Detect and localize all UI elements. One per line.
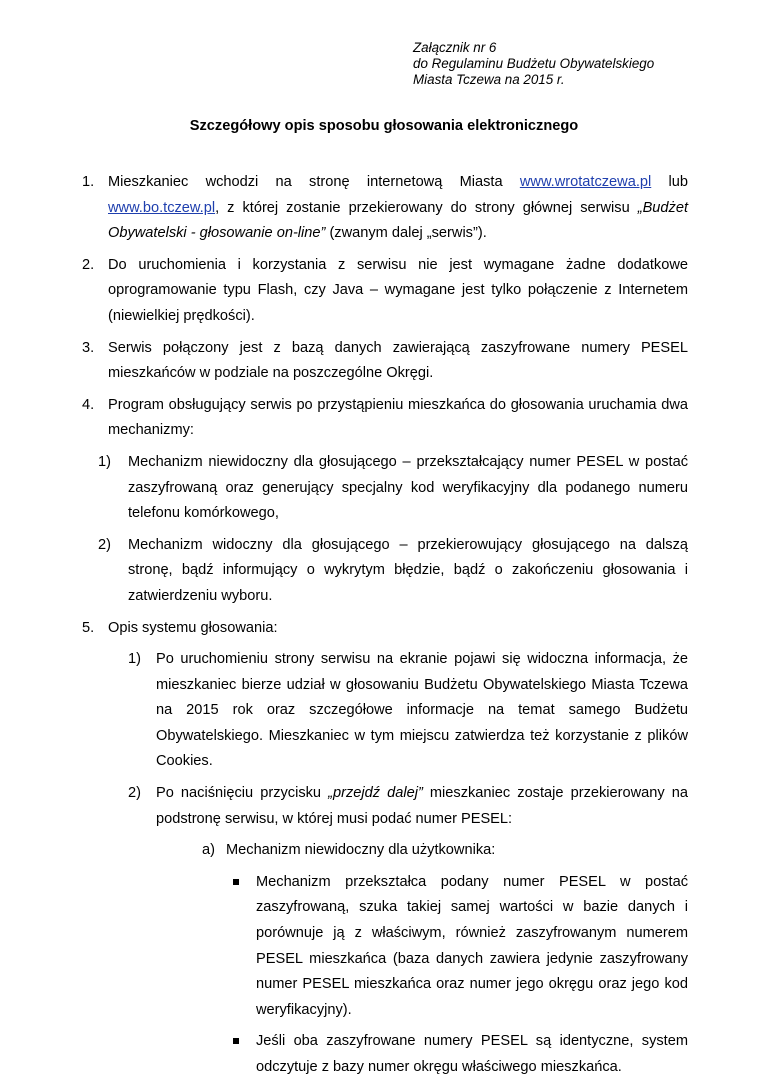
item-text: mieszkaniec zostaje przekierowany na podstronę serwisu, w której musi podać numer PESEL: bbox=[156, 785, 688, 827]
list-item-4-2 bbox=[82, 533, 688, 610]
item-number: 2. bbox=[82, 256, 95, 273]
list-item-4 bbox=[82, 393, 688, 444]
list-item-5 bbox=[82, 616, 688, 642]
item-text: Mechanizm niewidoczny dla głosującego – przekształcający numer PESEL w postać zaszyfrowaną oraz generujący specjalny kod weryfikacyjny dla podanego numeru telefonu komórkowego, bbox=[128, 453, 688, 522]
service-name: „Budżet Obywatelski - głosowanie on-line” bbox=[108, 199, 688, 242]
item-text: Mechanizm przekształca podany numer PESEL w postać zaszyfrowaną, szuka takiej samej wartości w bazie danych i porównuje ją z właściwym, również zaszyfrowanym numerem PESEL mieszkańca (baza danych zawiera jedynie zaszyfrowany numer PESEL mieszkańca oraz numer jego okręgu oraz jego kod weryfikacyjny). bbox=[256, 873, 688, 1018]
list-item-5-1 bbox=[82, 647, 688, 775]
link-wrotatczewa[interactable]: www.wrotatczewa.pl bbox=[519, 174, 652, 190]
list-item-5-2-a bbox=[82, 838, 688, 864]
square-bullet-icon bbox=[233, 879, 239, 885]
bullet-item-1 bbox=[82, 870, 688, 1024]
annex-line-3: Miasta Tczewa na 2015 r. bbox=[413, 72, 565, 87]
item-number: 4. bbox=[82, 396, 95, 413]
bullet-item-2 bbox=[82, 1029, 688, 1080]
square-bullet-icon bbox=[233, 1038, 239, 1044]
item-text: Opis systemu głosowania: bbox=[108, 619, 278, 636]
item-number: 3. bbox=[82, 339, 95, 356]
item-number: 2) bbox=[98, 536, 111, 553]
list-item-3 bbox=[82, 336, 688, 387]
item-number: 1) bbox=[98, 453, 111, 470]
item-text: Jeśli oba zaszyfrowane numery PESEL są identyczne, system odczytuje z bazy numer okręgu właściwego mieszkańca. bbox=[256, 1033, 688, 1075]
item-text: Mieszkaniec wchodzi na stronę internetową Miasta bbox=[108, 174, 520, 190]
item-text: , z której zostanie przekierowany do strony głównej serwisu bbox=[215, 199, 638, 216]
document-title: Szczegółowy opis sposobu głosowania elektronicznego bbox=[189, 118, 579, 134]
annex-line-1: Załącznik nr 6 bbox=[413, 40, 497, 55]
item-text: Do uruchomienia i korzystania z serwisu nie jest wymagane żadne dodatkowe oprogramowanie typu Flash, czy Java – wymagane jest tylko połączenie z Internetem (niewielkiej prędkości). bbox=[108, 256, 688, 324]
item-letter: a) bbox=[202, 842, 215, 859]
item-text: Po uruchomieniu strony serwisu na ekranie pojawi się widoczna informacja, że mieszkaniec bierze udział w głosowaniu Budżetu Obywatelskiego Miasta Tczewa na 2015 rok oraz szczegółowe informacje na temat samego Budżetu Obywatelskiego. Mieszkaniec w tym miejscu zatwierdza też korzystanie z plików Cookies. bbox=[156, 651, 688, 770]
item-number: 5. bbox=[82, 619, 95, 636]
item-text: Mechanizm niewidoczny dla użytkownika: bbox=[226, 842, 496, 859]
item-number: 1) bbox=[128, 651, 141, 668]
item-text: Program obsługujący serwis po przystąpieniu mieszkańca do głosowania uruchamia dwa mechanizmy: bbox=[108, 396, 688, 439]
item-number: 2) bbox=[128, 785, 141, 802]
item-text: lub bbox=[651, 174, 688, 190]
list-item-4-1 bbox=[82, 450, 688, 527]
list-item-2 bbox=[82, 253, 688, 330]
item-number: 1. bbox=[82, 174, 95, 190]
list-item-1 bbox=[82, 170, 688, 247]
item-text: (zwanym dalej „serwis”). bbox=[325, 225, 487, 242]
button-name: „przejdź dalej” bbox=[328, 785, 423, 802]
item-text: Po naciśnięciu przycisku bbox=[156, 785, 329, 802]
document-body bbox=[82, 170, 688, 1081]
annex-line-2: do Regulaminu Budżetu Obywatelskiego bbox=[413, 56, 655, 71]
list-item-5-2 bbox=[82, 781, 688, 832]
item-text: Serwis połączony jest z bazą danych zawierającą zaszyfrowane numery PESEL mieszkańców w podziale na poszczególne Okręgi. bbox=[108, 339, 688, 382]
annex-header bbox=[413, 40, 654, 88]
link-bo-tczew[interactable]: www.bo.tczew.pl bbox=[108, 199, 216, 216]
item-text: Mechanizm widoczny dla głosującego – przekierowujący głosującego na dalszą stronę, bądź informujący o wykrytym błędzie, bądź o zakończeniu głosowania i zatwierdzeniu wyboru. bbox=[128, 536, 688, 604]
